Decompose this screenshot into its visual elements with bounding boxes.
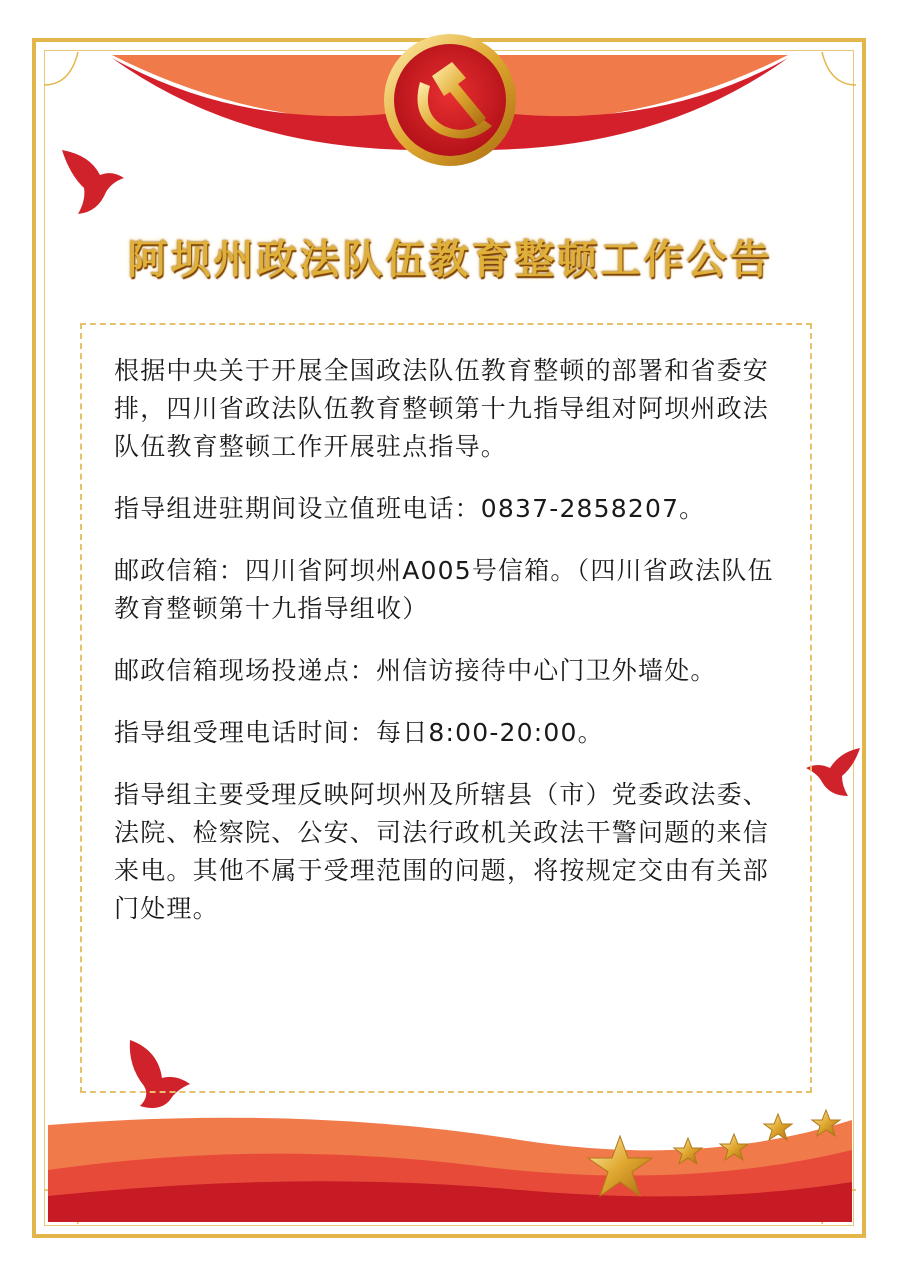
notice-title: 阿坝州政法队伍教育整顿工作公告 — [127, 236, 773, 283]
paragraph-phone: 指导组进驻期间设立值班电话：0837-2858207。 — [114, 494, 706, 523]
party-emblem-icon — [384, 34, 516, 166]
bottom-waves — [48, 1118, 852, 1222]
dove-icon — [62, 150, 124, 214]
dove-icon — [806, 748, 860, 796]
paragraph-scope: 指导组主要受理反映阿坝州及所辖县（市）党委政法委、法院、检察院、公安、司法行政机关政法干警问题的来信来电。其他不属于受理范围的问题，将按规定交由有关部门处理。 — [114, 780, 770, 923]
paragraph-intro: 根据中央关于开展全国政法队伍教育整顿的部署和省委安排，四川省政法队伍教育整顿第十九指导组对阿坝州政法队伍教育整顿工作开展驻点指导。 — [114, 356, 770, 461]
paragraph-hours: 指导组受理电话时间：每日8:00-20:00。 — [114, 718, 604, 747]
paragraph-delivery-point: 邮政信箱现场投递点：州信访接待中心门卫外墙处。 — [114, 656, 717, 685]
notice-body — [114, 352, 794, 952]
paragraph-mailbox: 邮政信箱：四川省阿坝州A005号信箱。（四川省政法队伍教育整顿第十九指导组收） — [114, 556, 774, 623]
star-icon — [764, 1114, 792, 1140]
